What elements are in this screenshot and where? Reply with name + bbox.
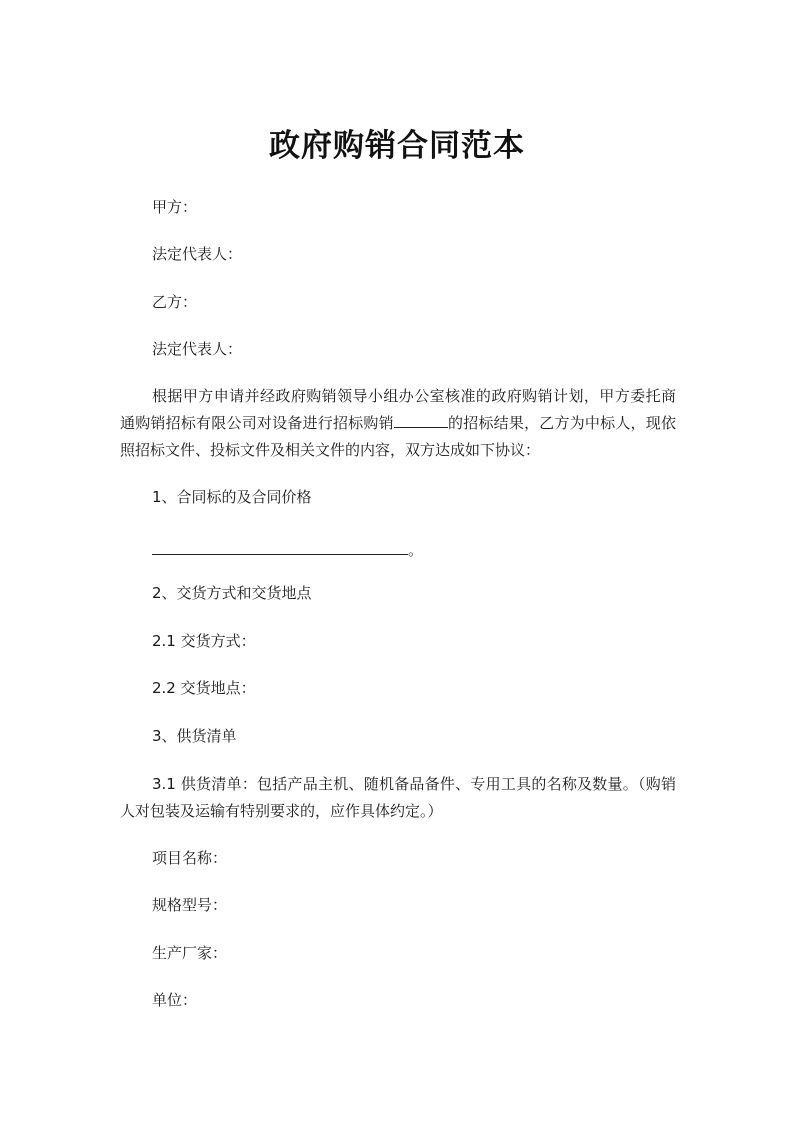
party-a-label: 甲方： (152, 198, 198, 216)
document-title: 政府购销合同范本 (269, 128, 525, 164)
section1-blank-line (152, 540, 423, 560)
section2-heading: 2、交货方式和交货地点 (152, 584, 312, 602)
item-spec-label: 规格型号： (152, 896, 228, 914)
delivery-location-label: 2.2 交货地点： (152, 679, 256, 697)
item-name-label: 项目名称： (152, 849, 228, 867)
party-b-label: 乙方： (152, 293, 198, 311)
section3-heading: 3、供货清单 (152, 727, 237, 745)
item-manufacturer-label: 生产厂家： (152, 944, 228, 962)
party-b-representative-label: 法定代表人： (152, 340, 243, 358)
intro-text-part2: 的招标结果，乙方为中标人，现依照招标文件、投标文件及相关文件的内容，双方达成如下协议： (120, 414, 676, 459)
party-a-representative-label: 法定代表人： (152, 245, 243, 263)
intro-text-part1: 根据甲方申请并经政府购销领导小组办公室核准的政府购销计划，甲方委托商通购销招标有限公司对设备进行招标购销 (120, 387, 676, 432)
section1-blank-end: 。 (408, 541, 424, 559)
tender-project-blank (394, 411, 448, 428)
section1-heading: 1、合同标的及合同价格 (152, 488, 312, 506)
intro-paragraph (120, 383, 676, 464)
contract-subject-blank (152, 542, 408, 555)
delivery-method-label: 2.1 交货方式： (152, 632, 256, 650)
item-unit-label: 单位： (152, 991, 198, 1009)
supply-list-paragraph: 3.1 供货清单：包括产品主机、随机备品备件、专用工具的名称及数量。（购销人对包装及运输有特别要求的，应作具体约定。） (120, 775, 676, 820)
